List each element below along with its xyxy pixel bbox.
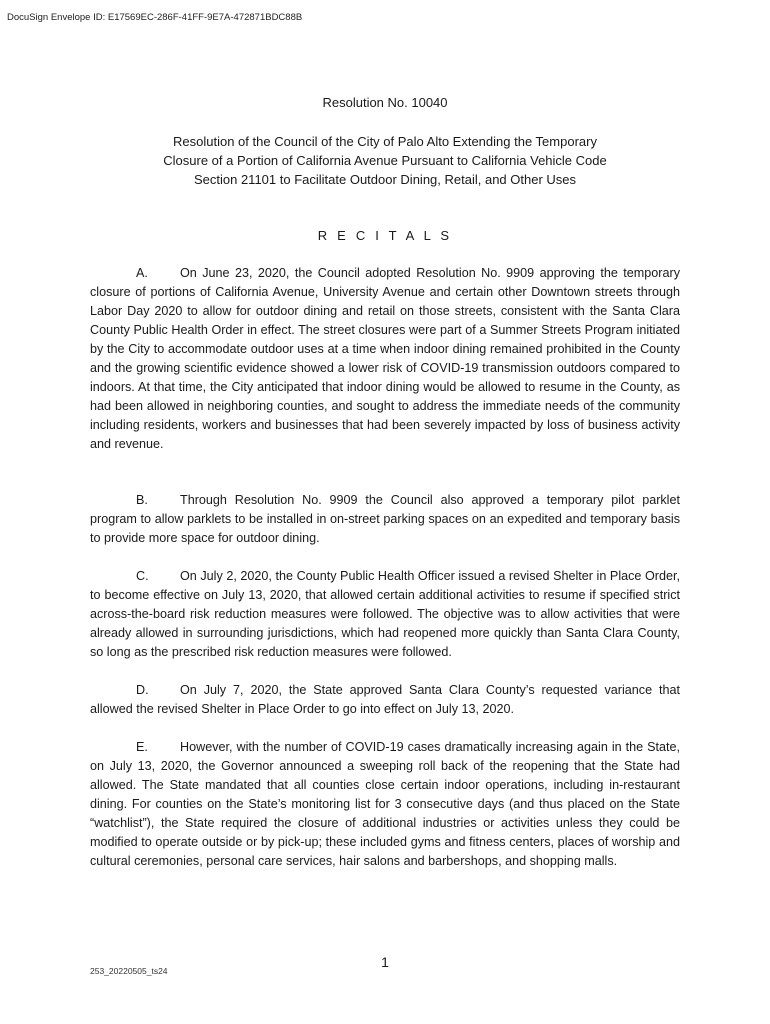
resolution-subtitle [140, 132, 630, 189]
paragraph-text: On July 2, 2020, the County Public Health Officer issued a revised Shelter in Place Order, to become effective on July 13, 2020, that allowed certain additional activities to resume if specified strict across-the-board risk reduction measures were followed. The objective was to allow activities that were already allowed in surrounding jurisdictions, which had reopened more quickly than Santa Clara County, so long as the prescribed risk reduction measures were followed. [90, 569, 680, 659]
paragraph-text: On July 7, 2020, the State approved Santa Clara County’s requested variance that allowed the revised Shelter in Place Order to go into effect on July 13, 2020. [90, 683, 680, 716]
paragraph-text: However, with the number of COVID-19 cases dramatically increasing again in the State, on July 13, 2020, the Governor announced a sweeping roll back of the reopening that the State had allowed. The State mandated that all counties close certain indoor operations, including in-restaurant dining. For counties on the State’s monitoring list for 3 consecutive days (and thus placed on the State “watchlist”), the State required the closure of additional industries or activities unless they could be modified to operate outside or by pick-up; these included gyms and fitness centers, places of worship and cultural ceremonies, personal care services, hair salons and barbershops, and shopping malls. [90, 740, 680, 868]
paragraph-letter: C. [136, 569, 149, 583]
page-number: 1 [381, 954, 389, 970]
recital-paragraph-c [90, 567, 680, 662]
paragraph-letter: E. [136, 740, 148, 754]
recital-paragraph-d [90, 681, 680, 719]
paragraph-letter: A. [136, 266, 148, 280]
resolution-title: Resolution No. 10040 [322, 95, 448, 110]
paragraph-text: On June 23, 2020, the Council adopted Resolution No. 9909 approving the temporary closure of portions of California Avenue, University Avenue and certain other Downtown streets through Labor Day 2020 to allow for outdoor dining and retail on those streets, consistent with the Santa Clara County Public Health Order in effect. The street closures were part of a Summer Streets Program initiated by the City to accommodate outdoor uses at a time when indoor dining remained prohibited in the County and the growing scientific evidence showed a lower risk of COVID-19 transmission outdoors compared to indoors. At that time, the City anticipated that indoor dining would be allowed to resume in the County, as had been allowed in neighboring counties, and sought to address the immediate needs of the community including residents, workers and businesses that had been severely impacted by loss of business activity and revenue. [90, 266, 680, 451]
docusign-envelope-id: DocuSign Envelope ID: E17569EC-286F-41FF-9E7A-472871BDC88B [7, 12, 303, 23]
recitals-heading: R E C I T A L S [317, 228, 453, 243]
subtitle-line: Section 21101 to Facilitate Outdoor Dining, Retail, and Other Uses [193, 172, 577, 187]
paragraph-letter: B. [136, 493, 148, 507]
recital-paragraph-a [90, 264, 680, 454]
subtitle-line: Closure of a Portion of California Avenue Pursuant to California Vehicle Code [163, 153, 607, 168]
paragraph-letter: D. [136, 683, 149, 697]
paragraph-text: Through Resolution No. 9909 the Council also approved a temporary pilot parklet program to allow parklets to be installed in on-street parking spaces on an expedited and temporary basis to provide more space for outdoor dining. [90, 493, 680, 545]
footer-document-code: 253_20220505_ts24 [90, 966, 168, 976]
subtitle-line: Resolution of the Council of the City of Palo Alto Extending the Temporary [173, 134, 597, 149]
recital-paragraph-e [90, 738, 680, 871]
recital-paragraph-b [90, 491, 680, 548]
